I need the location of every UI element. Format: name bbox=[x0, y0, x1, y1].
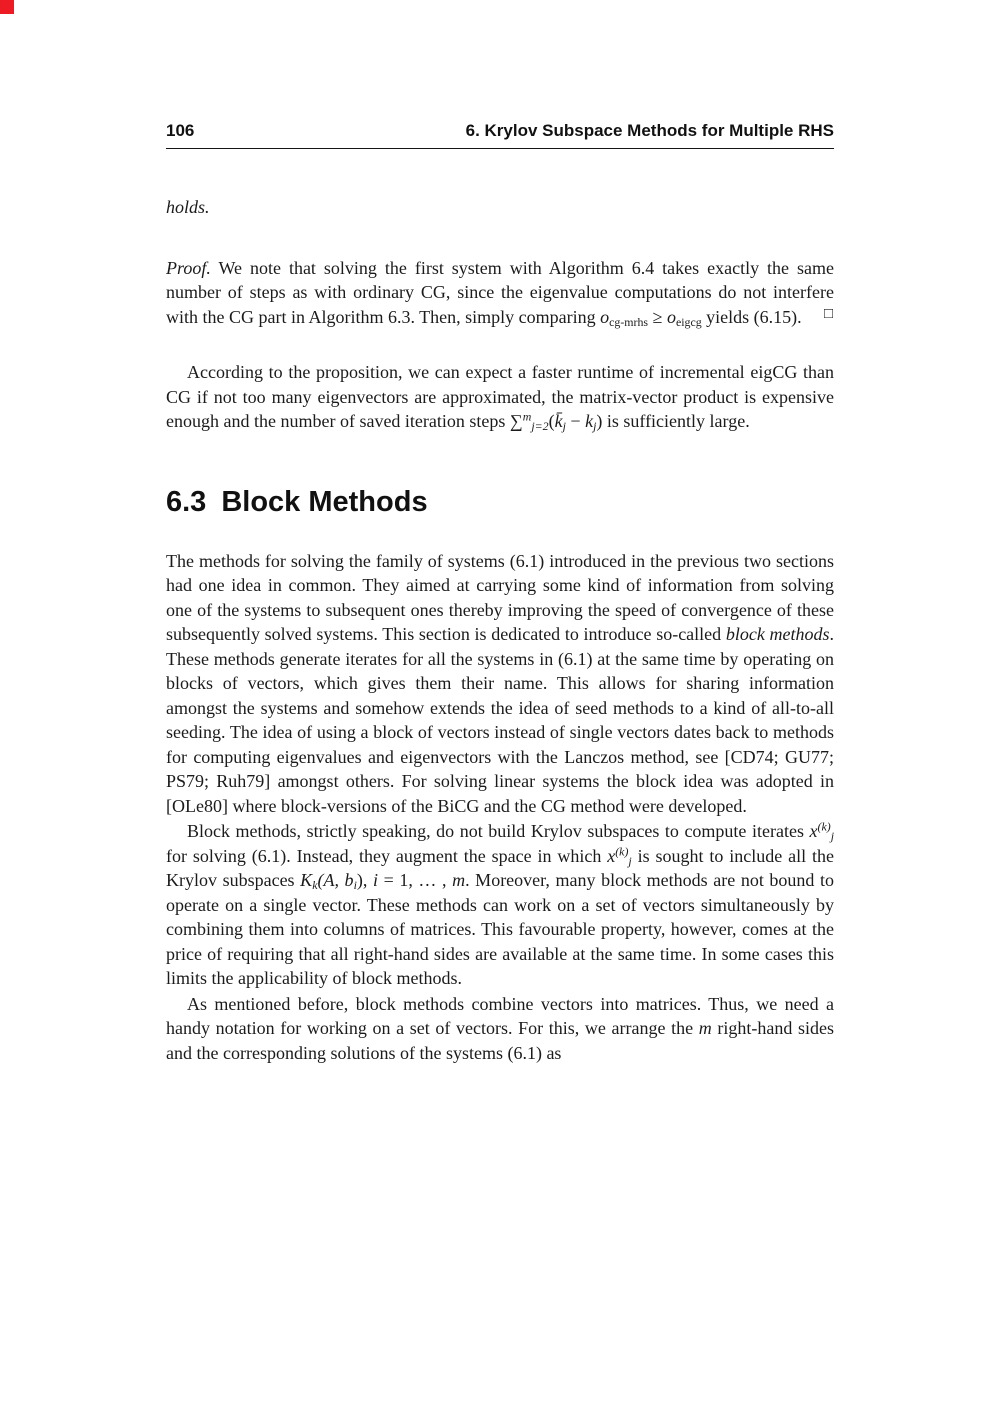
running-title: 6. Krylov Subspace Methods for Multiple RHS bbox=[465, 121, 834, 140]
block-intro-text: The methods for solving the family of systems (6.1) introduced in the previous two sections had one idea in common. They aimed at carrying some kind of information from solving one of the systems to subsequent ones thereby improving the speed of convergence of these subsequently solved systems. This section is dedicated to introduce so-called block methods. These methods generate iterates for all the systems in (6.1) at the same time by operating on blocks of vectors, which gives them their name. This allows for sharing information amongst the systems and somehow extends the idea of seed methods to a kind of all-to-all seeding. The idea of using a block of vectors instead of single vectors dates back to methods for computing eigenvalues and eigenvectors with the Lanczos method, see [CD74; GU77; PS79; Ruh79] amongst others. For solving linear systems the block idea was adopted in [OLe80] where block-versions of the BiCG and the CG method were developed. bbox=[166, 550, 834, 816]
krylov-text: Block methods, strictly speaking, do not build Krylov subspaces to compute iterates $x^{(k)}_j$ for solving (6.1). Instead, they augment the space in which $x^{(k)}_j$ is sought to include all the Krylov subspaces $K_k(A$, $b_i$), i = 1, … , m. Moreover, many block methods are not bound to operate on a single vector. These methods can work on a set of vectors simultaneously by combining them into columns of matrices. This favourable property, however, comes at the price of requiring that all right-hand sides are available at the same time. In some cases this limits the applicability of block methods. bbox=[166, 819, 835, 988]
qed-symbol: □ bbox=[823, 305, 833, 322]
section-heading bbox=[166, 486, 834, 519]
paragraph-block-intro bbox=[166, 549, 834, 819]
according-text: According to the proposition, we can expect a faster runtime of incremental eigCG than CG if not too many eigenvectors are approximated, the matrix-vector product is expensive enough and the number of saved iteration steps $\sum^m_{j=2}(k̄_j - k_j)$ is sufficiently large. bbox=[166, 362, 834, 433]
mentioned-text: As mentioned before, block methods combine vectors into matrices. Thus, we need a handy notation for working on a set of vectors. For this, we arrange the m right-hand sides and the corresponding solutions of the systems (6.1) as bbox=[166, 993, 834, 1063]
document-page bbox=[166, 0, 834, 1065]
paragraph-mentioned bbox=[166, 992, 834, 1066]
section-number: 6.3 bbox=[166, 485, 207, 518]
section-title: Block Methods bbox=[221, 485, 428, 518]
corner-marker bbox=[0, 0, 14, 14]
proof-text: Proof. We note that solving the first system with Algorithm 6.4 takes exactly the same number of steps as with ordinary CG, since the eigenvalue computations do not interfere with the CG part in Algorithm 6.3. Then, simply comparing $o_{cg-mrhs} \ge o_{eigcg}$ yields (6.15). bbox=[166, 257, 834, 329]
paragraph-holds bbox=[166, 195, 834, 220]
paragraph-according bbox=[166, 360, 834, 434]
holds-text: holds. bbox=[166, 197, 210, 217]
paragraph-proof bbox=[166, 256, 834, 330]
paragraph-krylov bbox=[166, 819, 834, 991]
page-number: 106 bbox=[166, 121, 195, 140]
page-header bbox=[166, 121, 834, 149]
